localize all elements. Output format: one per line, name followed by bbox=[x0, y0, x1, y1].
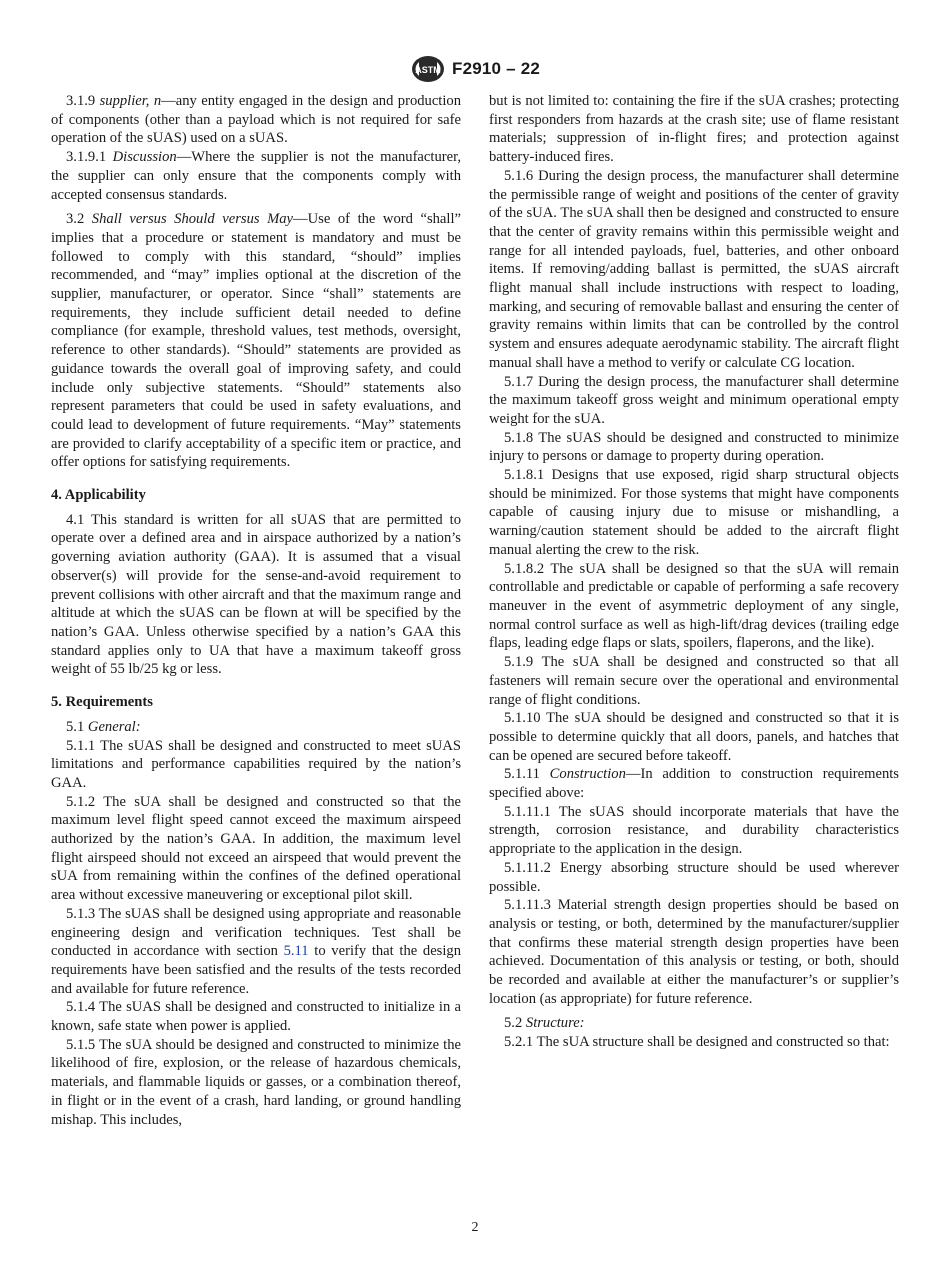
para-4-1: 4.1 This standard is written for all sUAS that are permitted to operate over a defined area and in airspace authorized by a nation’s governing aviation authority (GAA). It is assumed that a visual observer(s) will provide for the sense-and-avoid requirement to prevent collisions with other aircraft and that the maximum range and altitude at which the sUAS can be flown at will be specified by the nation’s GAA. Unless otherwise specified by a nation’s GAA this standard applies only to UA that have a maximum takeoff gross weight of 55 lb/25 kg or less. bbox=[51, 511, 461, 678]
para-5-1-5-continued: but is not limited to: containing the fire if the sUA crashes; protecting first responders from hazards at the crash site; use of flame resistant materials; suppression of in-flight fires; and protection against battery-induced fires. bbox=[489, 93, 899, 166]
page-number: 2 bbox=[471, 1220, 479, 1235]
astm-logo-icon bbox=[410, 54, 446, 84]
para-5-1-11: 5.1.11 Construction—In addition to construction requirements specified above: bbox=[489, 766, 899, 802]
para-5-1-11-3: 5.1.11.3 Material strength design properties should be based on analysis or testing, or both, determined by the manufacturer/supplier that confirms these material strength design properties have been achieved. Documentation of this analysis or testing, or both, should be recorded and available at either the manufacturer’s or supplier’s location (as appropriate) for future reference. bbox=[489, 897, 899, 1007]
para-5-1-8-2: 5.1.8.2 The sUA shall be designed so that the sUA will remain controllable and predictable or capable of performing a safe recovery maneuver in the event of asymmetric deployment of any single, normal control surface as well as high-lift/drag devices (trailing edge flaps, leading edge flaps or slats, spoilers, flaperons, and the like). bbox=[489, 560, 899, 652]
para-5-1-5: 5.1.5 The sUA should be designed and constructed to minimize the likelihood of fire, explosion, or the release of hazardous chemicals, materials, and flammable liquids or gasses, or a combination thereof, in flight or in the event of a crash, hard landing, or ground handling mishap. This includes, bbox=[51, 1036, 461, 1128]
para-5-1-11-2: 5.1.11.2 Energy absorbing structure should be used wherever possible. bbox=[489, 859, 899, 895]
right-column bbox=[489, 92, 899, 1052]
para-5-1-9: 5.1.9 The sUA shall be designed and constructed so that all fasteners will remain secure over the operational and environmental range of flight conditions. bbox=[489, 654, 899, 708]
page-header bbox=[0, 54, 950, 84]
section-heading-requirements: 5. Requirements bbox=[51, 694, 153, 711]
section-link-5-11[interactable]: 5.11 bbox=[283, 943, 309, 960]
para-5-2-1: 5.2.1 The sUA structure shall be designed and constructed so that: bbox=[504, 1034, 890, 1051]
para-3-2: 3.2 Shall versus Should versus May—Use of the word “shall” implies that a procedure or statement is mandatory and must be followed to comply with this standard, “should” implies recommended, and “may” implies optional at the discretion of the supplier, manufacturer, or operator. Since “shall” statements are requirements, they include sufficient detail needed to define compliance (for example, threshold values, test methods, oversight, reference to other standards). “Should” statements are provided as guidance towards the overall goal of improving safety, and could include only subjective statements. “Should” statements also represent parameters that could be used in safety evaluations, and could lead to development of future requirements. “May” statements are provided to clarify acceptability of a specific item or practice, and offer options for satisfying requirements. bbox=[51, 211, 461, 471]
para-5-1-10: 5.1.10 The sUA should be designed and constructed so that it is possible to determine quickly that all doors, panels, and hatches that can be opened are secured before takeoff. bbox=[489, 710, 899, 764]
para-5-1-1: 5.1.1 The sUAS shall be designed and constructed to meet sUAS limitations and performance capabilities required by the nation’s GAA. bbox=[51, 737, 461, 791]
left-column bbox=[51, 92, 461, 1129]
para-5-1-6: 5.1.6 During the design process, the manufacturer shall determine the permissible range of weight and positions of the center of gravity of the sUA. The sUA shall then be designed and constructed to ensure that the center of gravity remains within this permissible weight and range for all intended payloads, fuel, batteries, and other onboard items. If removing/adding ballast is permitted, the sUAS aircraft flight manual shall include instructions with respect to loading, marking, and securing of removable ballast and ensuring the center of gravity remains within limits that can be controlled by the control system and ensures adequate aerodynamic stability. The aircraft flight manual shall have a method to verify or calculate CG location. bbox=[489, 167, 899, 371]
para-3-1-9: 3.1.9 supplier, n—any entity engaged in the design and production of components (other than a payload which is not required for safe operation of the sUAS) used on a sUAS. bbox=[51, 93, 462, 147]
section-heading-applicability: 4. Applicability bbox=[51, 487, 146, 504]
para-5-1-11-1: 5.1.11.1 The sUAS should incorporate materials that have the strength, corrosion resistance, and durability characteristics appropriate to the application in the design. bbox=[489, 803, 899, 858]
svg-text:ASTM: ASTM bbox=[415, 65, 441, 75]
para-5-1: 5.1 General: bbox=[66, 718, 141, 735]
para-5-1-4: 5.1.4 The sUAS shall be designed and constructed to initialize in a known, safe state when power is applied. bbox=[51, 999, 461, 1035]
para-5-2: 5.2 Structure: bbox=[504, 1015, 585, 1032]
para-5-1-7: 5.1.7 During the design process, the manufacturer shall determine the maximum takeoff gross weight and minimum operational empty weight for the sUA. bbox=[489, 373, 899, 427]
para-5-1-8-1: 5.1.8.1 Designs that use exposed, rigid sharp structural objects should be minimized. For those systems that might have components capable of causing injury due to misuse or mishandling, a warning/caution statement should be added to the aircraft flight manual alerting the crew to the risk. bbox=[489, 467, 899, 558]
para-3-1-9-1: 3.1.9.1 Discussion—Where the supplier is not the manufacturer, the supplier can only ensure that the components comply with accepted consensus standards. bbox=[51, 149, 462, 203]
para-5-1-2: 5.1.2 The sUA shall be designed and constructed so that the maximum level flight speed cannot exceed the maximum airspeed authorized by the nation’s GAA. In addition, the maximum level flight airspeed should not exceed an airspeed that would prevent the sUA from remaining within the confines of the defined operational area without excessive maneuvering or exceptional pilot skill. bbox=[51, 793, 461, 904]
para-5-1-3: 5.1.3 The sUAS shall be designed using appropriate and reasonable engineering design and verification techniques. Test shall be conducted in accordance with section 5.11 to verify that the design requirements have been satisfied and the results of the tests recorded and available for future reference. bbox=[51, 905, 461, 997]
document-id: F2910 – 22 bbox=[451, 59, 540, 78]
para-5-1-8: 5.1.8 The sUAS should be designed and constructed to minimize injury to persons or damage to property during operation. bbox=[489, 429, 899, 465]
